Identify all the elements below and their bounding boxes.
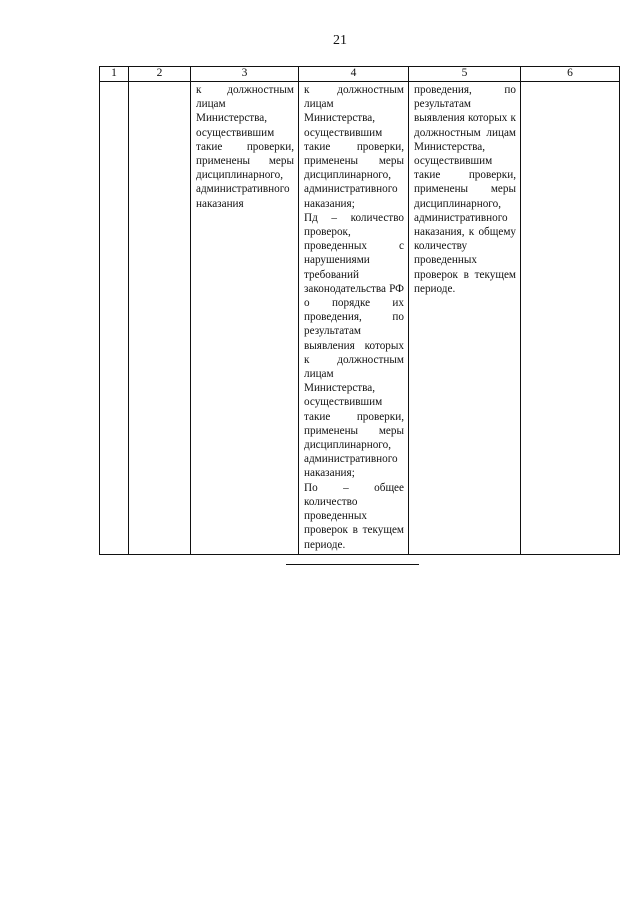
table-row bbox=[100, 82, 620, 555]
end-separator-line bbox=[286, 564, 419, 565]
table-header-row bbox=[100, 67, 620, 82]
cell-col-5 bbox=[409, 82, 521, 555]
column-header-4: 4 bbox=[299, 67, 409, 82]
cell-col-4-paragraph-1: к должностным лицам Министерства, осуществившим такие проверки, применены меры дисциплинарного, административного наказания; bbox=[304, 84, 404, 210]
cell-col-3 bbox=[191, 82, 299, 555]
column-header-1: 1 bbox=[100, 67, 129, 82]
cell-col-6-text bbox=[521, 82, 619, 85]
cell-col-4-content bbox=[299, 82, 408, 554]
column-header-5: 5 bbox=[409, 67, 521, 82]
cell-col-4-paragraph-3: По – общее количество проведенных проверок в текущем периоде. bbox=[304, 481, 404, 551]
cell-col-4-paragraph-2: Пд – количество проверок, проведенных с нарушениями требований законодательства РФ о порядке их проведения, по результатам выявления которых к должностным лицам Министерства, осуществившим такие проверки, применены меры дисциплинарного, административного наказания; bbox=[304, 211, 404, 480]
column-header-3: 3 bbox=[191, 67, 299, 82]
indicator-table bbox=[99, 66, 620, 555]
cell-col-1-text bbox=[100, 82, 128, 85]
cell-col-2-text bbox=[129, 82, 190, 85]
column-header-6: 6 bbox=[521, 67, 620, 82]
page-number: 21 bbox=[333, 33, 347, 48]
cell-col-3-text: к должностным лицам Министерства, осуществившим такие проверки, применены меры дисциплинарного, административного наказания bbox=[196, 84, 294, 210]
column-header-2: 2 bbox=[129, 67, 191, 82]
cell-col-5-text: проведения, по результатам выявления которых к должностным лицам Министерства, осуществившим такие проверки, применены меры дисциплинарного, административного наказания, к общему количеству проведенных проверок в текущем периоде. bbox=[414, 84, 516, 295]
cell-col-2 bbox=[129, 82, 191, 555]
cell-col-4 bbox=[299, 82, 409, 555]
cell-col-1 bbox=[100, 82, 129, 555]
cell-col-6 bbox=[521, 82, 620, 555]
